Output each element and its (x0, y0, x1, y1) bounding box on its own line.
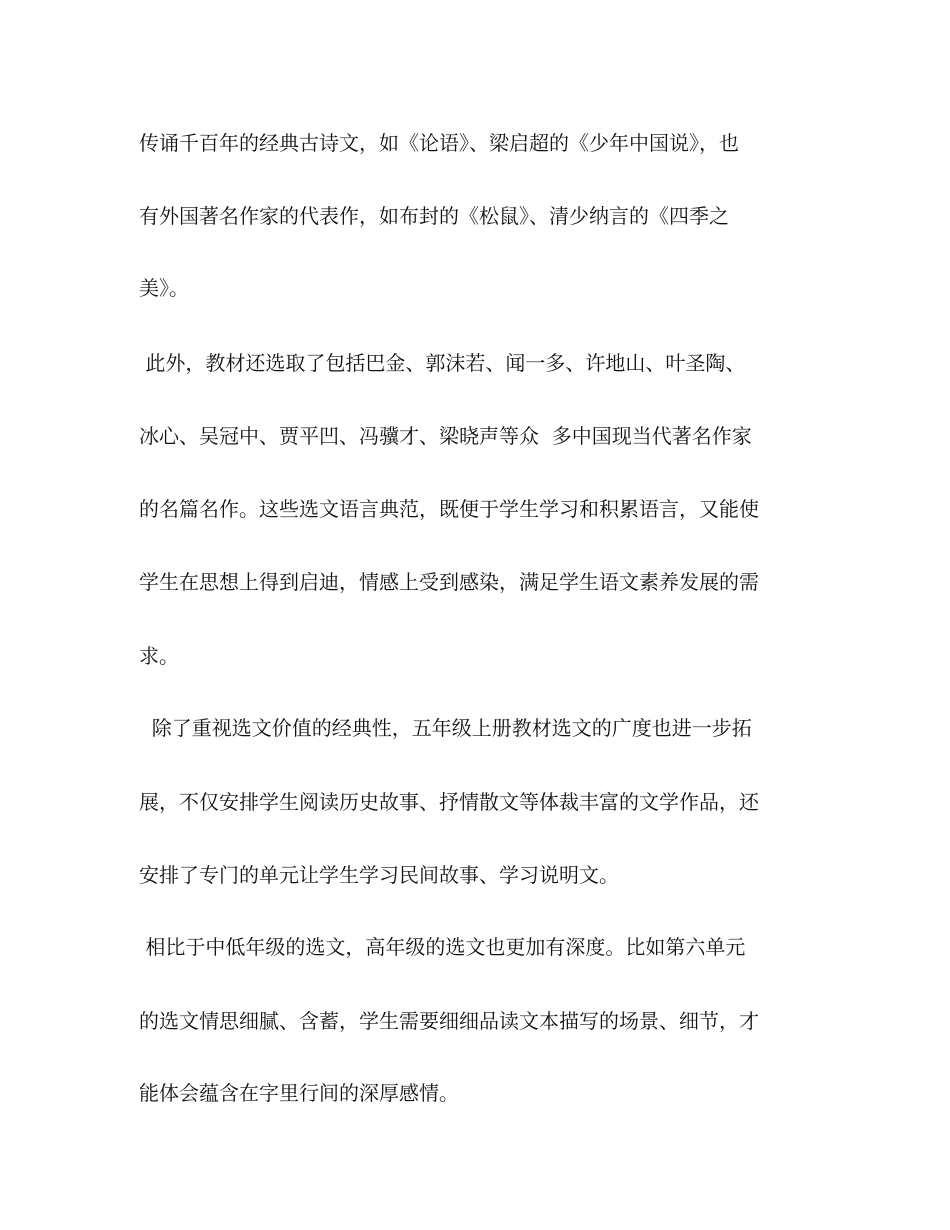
text-line: 相比于中低年级的选文，高年级的选文也更加有深度。比如第六单元 (139, 935, 746, 959)
text-line: 的选文情思细腻、含蓄，学生需要细细品读文本描写的场景、细节，才 (139, 1009, 759, 1033)
text-line: 此外，教材还选取了包括巴金、郭沫若、闻一多、许地山、叶圣陶、 (139, 351, 746, 375)
text-line: 学生在思想上得到启迪，情感上受到感染，满足学生语文素养发展的需 (139, 570, 759, 594)
text-line: 有外国著名作家的代表作，如布封的《松鼠》、清少纳言的《四季之 (139, 204, 729, 228)
text-line: 美》。 (139, 276, 189, 300)
text-line: 求。 (139, 644, 179, 668)
text-line: 的名篇名作。这些选文语言典范，既便于学生学习和积累语言，又能使 (139, 497, 759, 521)
text-line: 能体会蕴含在字里行间的深厚感情。 (139, 1081, 459, 1105)
text-line: 传诵千百年的经典古诗文，如《论语》、梁启超的《少年中国说》，也 (139, 131, 739, 155)
text-line: 安排了专门的单元让学生学习民间故事、学习说明文。 (139, 863, 619, 887)
text-line: 除了重视选文价值的经典性，五年级上册教材选文的广度也进一步拓 (139, 716, 752, 740)
text-line: 展，不仅安排学生阅读历史故事、抒情散文等体裁丰富的文学作品，还 (139, 790, 759, 814)
text-line: 冰心、吴冠中、贾平凹、冯骥才、梁晓声等众 多中国现当代著名作家 (139, 424, 752, 448)
